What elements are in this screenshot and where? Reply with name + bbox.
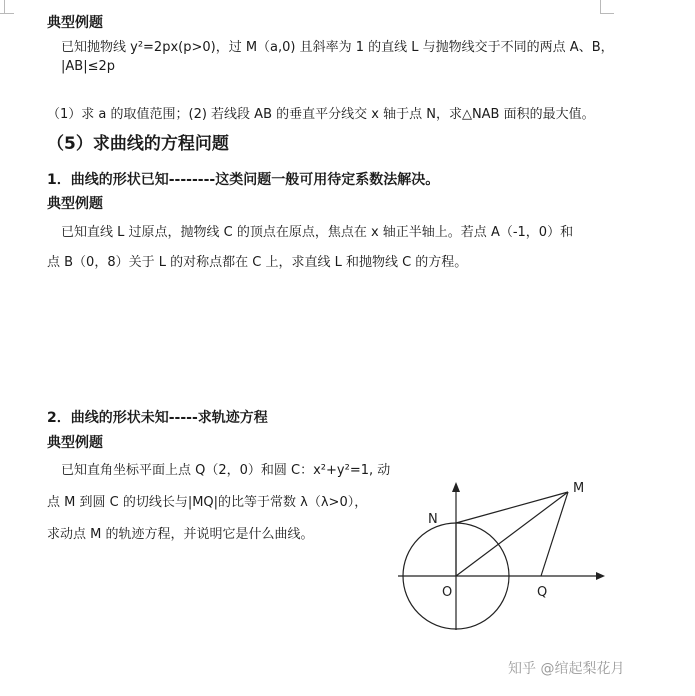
example3-line-3: 求动点 M 的轨迹方程，并说明它是什么曲线。 (47, 527, 314, 542)
page-corner-mark-right (600, 0, 601, 14)
page-corner-mark-left-h (0, 13, 14, 14)
section-title: （5）求曲线的方程问题 (47, 134, 229, 154)
problem-text-line-2: |AB|≤2p (61, 59, 115, 74)
label-m: M (573, 481, 585, 496)
page-corner-mark-left (4, 0, 5, 14)
example2-line-1: 已知直线 L 过原点，抛物线 C 的顶点在原点，焦点在 x 轴正半轴上。若点 A（-1，0）和 (61, 225, 574, 240)
page-corner-mark-right-h (600, 13, 614, 14)
label-n: N (428, 512, 438, 527)
label-q: Q (537, 585, 548, 600)
x-axis-arrow (596, 572, 605, 580)
example-heading-1: 典型例题 (47, 15, 103, 31)
subsection-heading-1: 1．曲线的形状已知--------这类问题一般可用待定系数法解决。 (47, 172, 440, 188)
problem-question: （1）求 a 的取值范围；(2) 若线段 AB 的垂直平分线交 x 轴于点 N，求△NAB 面积的最大值。 (47, 107, 595, 122)
example3-line-1: 已知直角坐标平面上点 Q（2，0）和圆 C：x²+y²=1, 动 (61, 463, 391, 478)
watermark: 知乎 @绾起梨花月 (508, 661, 625, 677)
y-axis-arrow (452, 482, 460, 492)
example-heading-2: 典型例题 (47, 196, 103, 212)
example-heading-3: 典型例题 (47, 435, 103, 451)
label-o: O (442, 585, 453, 600)
segment-mq (541, 492, 568, 576)
subsection-heading-2: 2．曲线的形状未知-----求轨迹方程 (47, 410, 268, 426)
example3-line-2: 点 M 到圆 C 的切线长与|MQ|的比等于常数 λ（λ>0）， (47, 495, 368, 510)
segment-nm (456, 492, 568, 523)
segment-om (456, 492, 568, 576)
example2-line-2: 点 B（0，8）关于 L 的对称点都在 C 上，求直线 L 和抛物线 C 的方程。 (47, 255, 468, 270)
problem-text-line-1: 已知抛物线 y²=2px(p>0)，过 M（a,0) 且斜率为 1 的直线 L 与抛物线交于不同的两点 A、B， (61, 40, 614, 55)
circle-c (403, 523, 509, 629)
